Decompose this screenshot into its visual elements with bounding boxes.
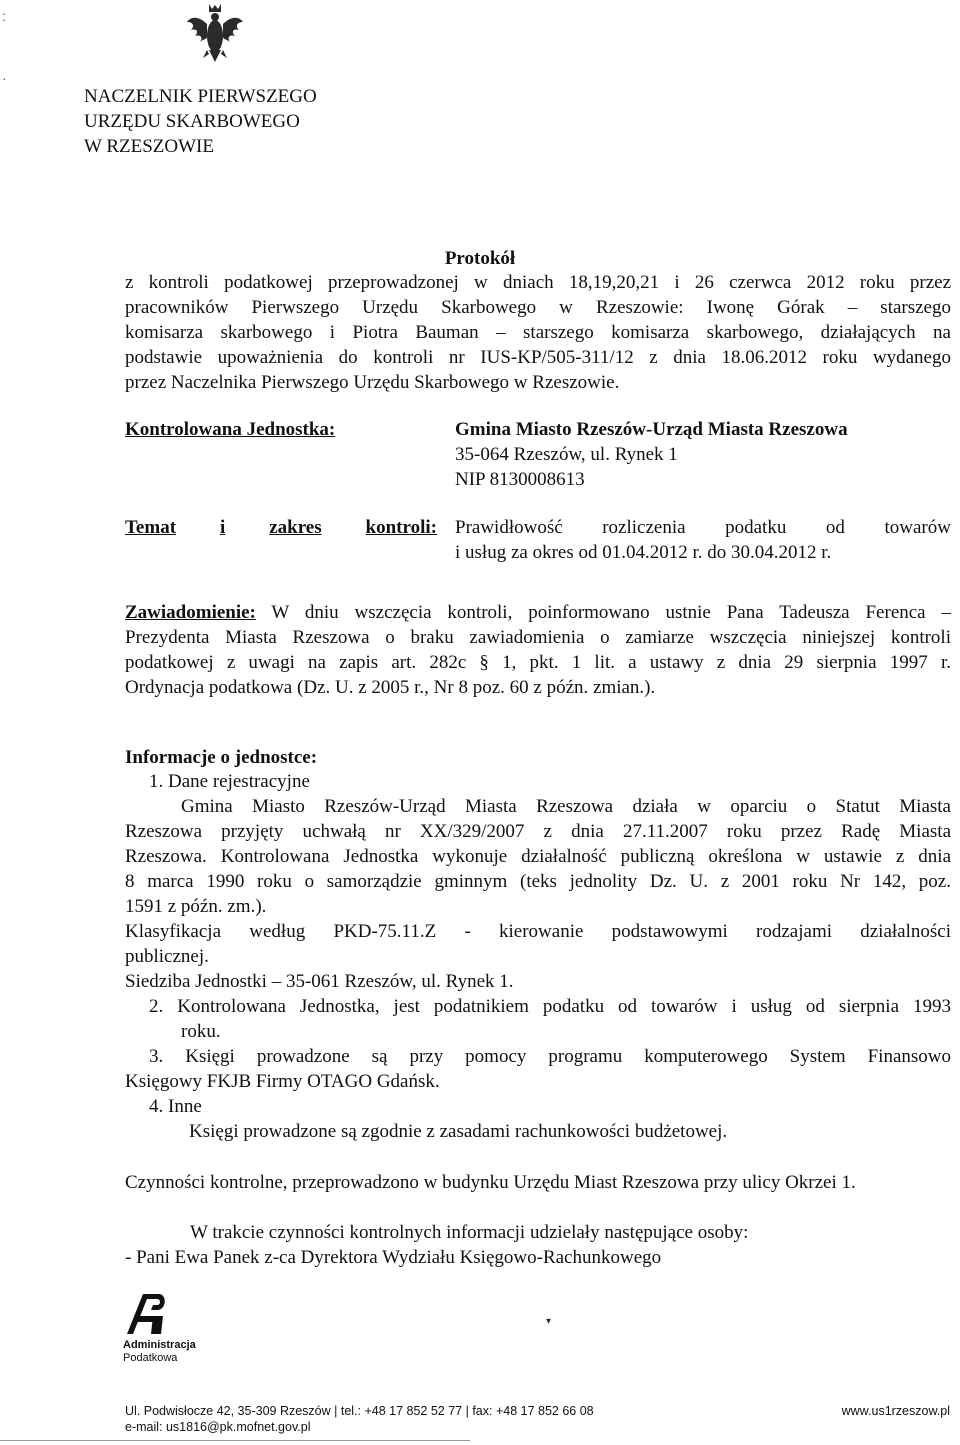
person-item: - Pani Ewa Panek z-ca Dyrektora Wydziału Księgowo-Rachunkowego	[125, 1247, 662, 1268]
intro-line: komisarza skarbowego i Piotra Bauman – starszego komisarza skarbowego, działających na	[125, 322, 951, 343]
entity-details	[455, 417, 848, 492]
logo-text: Podatkowa	[123, 1352, 178, 1364]
intro-line: pracowników Pierwszego Urzędu Skarbowego w Rzeszowie: Iwonę Górak – starszego	[125, 297, 951, 318]
footer-address: Ul. Podwisłocze 42, 35-309 Rzeszów | tel.: +48 17 852 52 77 | fax: +48 17 852 66 08	[125, 1404, 594, 1418]
info-line: Księgowy FKJB Firmy OTAGO Gdańsk.	[125, 1071, 440, 1092]
info-line: Gmina Miasto Rzeszów-Urząd Miasta Rzeszowa działa w oparciu o Statut Miasta	[181, 796, 951, 817]
national-emblem-icon	[185, 2, 245, 64]
info-item-title: 3. Księgi prowadzone są przy pomocy programu komputerowego System Finansowo	[149, 1046, 951, 1067]
margin-mark: ·	[2, 70, 7, 86]
topic-label	[125, 515, 437, 540]
tax-administration-logo-icon	[123, 1290, 167, 1336]
entity-address: 35-064 Rzeszów, ul. Rynek 1	[455, 444, 678, 465]
info-line: Siedziba Jednostki – 35-061 Rzeszów, ul. Rynek 1.	[125, 971, 514, 992]
topic-value-word: od	[825, 517, 845, 538]
topic-value-line: i usług za okres od 01.04.2012 r. do 30.04.2012 r.	[455, 542, 832, 563]
info-line: Klasyfikacja według PKD-75.11.Z - kierowanie podstawowymi rodzajami działalności	[125, 921, 951, 942]
protocol-title: Protokół	[444, 248, 516, 269]
info-line: Rzeszowa. Kontrolowana Jednostka wykonuje działalność publiczną określona w ustawie z dnia	[125, 846, 951, 867]
issuing-office	[84, 84, 317, 159]
topic-value-word: rozliczenia	[602, 517, 686, 538]
notification-text: W dniu wszczęcia kontroli, poinformowano ustnie Pana Tadeusza Ferenca –	[255, 602, 951, 623]
footer-email: e-mail: us1816@pk.mofnet.gov.pl	[125, 1420, 311, 1434]
info-item-title: 4. Inne	[149, 1096, 202, 1117]
info-line: 8 marca 1990 roku o samorządzie gminnym (teks jednolity Dz. U. z 2001 roku Nr 142, poz.	[125, 871, 951, 892]
topic-label-word: zakres	[269, 517, 322, 538]
info-line: Rzeszowa przyjęty uchwałą nr XX/329/2007 z dnia 27.11.2007 roku przez Radę Miasta	[125, 821, 951, 842]
info-item-title: 1. Dane rejestracyjne	[149, 771, 310, 792]
persons-intro: W trakcie czynności kontrolnych informacji udzielały następujące osoby:	[190, 1222, 749, 1243]
topic-label-word: kontroli:	[365, 517, 437, 538]
office-line: W RZESZOWIE	[84, 136, 214, 157]
entity-name: Gmina Miasto Rzeszów-Urząd Miasta Rzeszowa	[455, 419, 848, 440]
footer-website: www.us1rzeszow.pl	[841, 1404, 950, 1418]
topic-value-word: Prawidłowość	[455, 517, 563, 538]
intro-line: przez Naczelnika Pierwszego Urzędu Skarbowego w Rzeszowie.	[125, 372, 620, 393]
info-line: 1591 z późn. zm.).	[125, 896, 267, 917]
topic-label-word: Temat	[125, 517, 177, 538]
info-section	[125, 769, 951, 1144]
topic-value-line	[455, 515, 951, 540]
notification-line: Ordynacja podatkowa (Dz. U. z 2005 r., Nr 8 poz. 60 z późn. zmian.).	[125, 677, 656, 698]
protocol-intro	[125, 270, 951, 395]
activities-location: Czynności kontrolne, przeprowadzono w budynku Urzędu Miast Rzeszowa przy ulicy Okrzei 1.	[125, 1172, 856, 1193]
office-line: URZĘDU SKARBOWEGO	[84, 111, 300, 132]
topic-value	[455, 515, 951, 565]
info-line: roku.	[181, 1021, 221, 1042]
notification-paragraph	[125, 600, 951, 700]
notification-line: Prezydenta Miasta Rzeszowa o braku zawiadomienia o zamiarze wszczęcia niniejszej kontroli	[125, 627, 951, 648]
logo-text: Administracja	[123, 1339, 196, 1351]
intro-line: podstawie upoważnienia do kontroli nr IUS-KP/505-311/12 z dnia 18.06.2012 roku wydanego	[125, 347, 951, 368]
topic-value-word: towarów	[884, 517, 951, 538]
entity-label: Kontrolowana Jednostka:	[125, 419, 336, 440]
topic-label-word: i	[219, 517, 226, 538]
margin-mark: :	[2, 8, 6, 24]
footer-logo	[123, 1290, 243, 1365]
entity-nip: NIP 8130008613	[455, 469, 585, 490]
info-heading: Informacje o jednostce:	[125, 747, 318, 768]
margin-mark: ▾	[546, 1316, 552, 1327]
notification-line: podatkowej z uwagi na zapis art. 282c § 1, pkt. 1 lit. a ustawy z dnia 29 sierpnia 1997 r.	[125, 652, 951, 673]
info-line: publicznej.	[125, 946, 209, 967]
notification-line	[125, 600, 951, 625]
intro-line: z kontroli podatkowej przeprowadzonej w dniach 18,19,20,21 i 26 czerwca 2012 roku przez	[125, 272, 951, 293]
divider	[0, 1440, 470, 1441]
notification-label: Zawiadomienie:	[125, 602, 256, 623]
topic-value-word: podatku	[725, 517, 787, 538]
info-item-title: 2. Kontrolowana Jednostka, jest podatnikiem podatku od towarów i usług od sierpnia 1993	[149, 996, 951, 1017]
office-line: NACZELNIK PIERWSZEGO	[84, 86, 317, 107]
info-line: Księgi prowadzone są zgodnie z zasadami rachunkowości budżetowej.	[189, 1121, 728, 1142]
